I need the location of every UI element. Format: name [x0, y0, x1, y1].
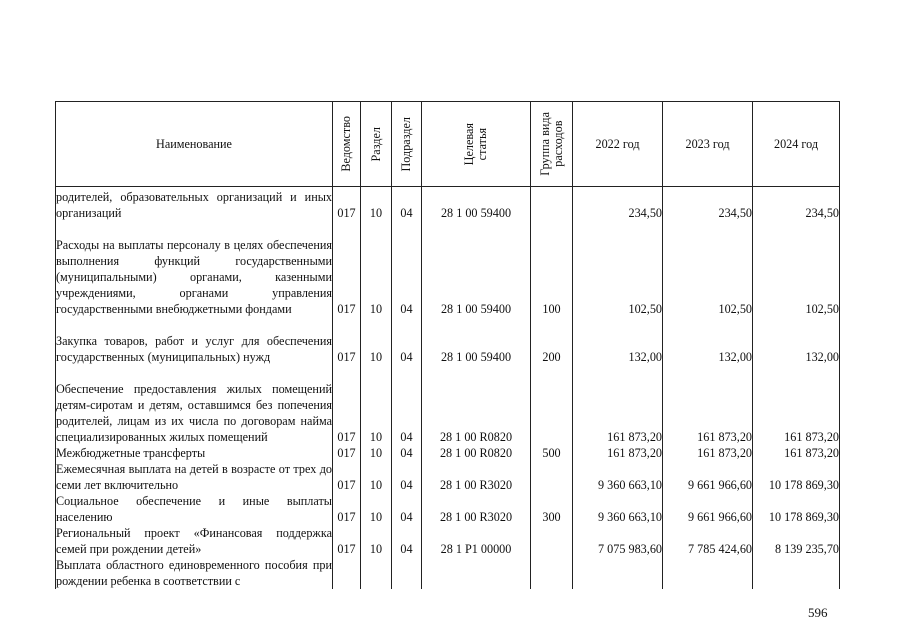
row-name: Межбюджетные трансферты — [56, 445, 333, 461]
row-group — [531, 557, 573, 589]
row-group: 100 — [531, 221, 573, 317]
row-target: 28 1 00 59400 — [422, 187, 531, 221]
row-razdel: 10 — [361, 221, 392, 317]
row-amount-2024: 161 873,20 — [753, 445, 840, 461]
row-name: Выплата областного единовременного пособия при рождении ребенка в соответствии с — [56, 557, 332, 588]
row-podrazdel: 04 — [392, 317, 422, 365]
table-row — [56, 365, 840, 445]
row-name: Ежемесячная выплата на детей в возрасте от трех до семи лет включительно — [56, 461, 332, 492]
table-row — [56, 187, 840, 221]
row-group: 300 — [531, 493, 573, 525]
row-vedomstvo: 017 — [333, 525, 361, 557]
row-amount-2024: 234,50 — [753, 187, 840, 221]
row-amount-2022: 132,00 — [573, 317, 663, 365]
row-podrazdel: 04 — [392, 525, 422, 557]
row-razdel: 10 — [361, 365, 392, 445]
header-vedomstvo: Ведомство — [333, 102, 361, 187]
row-group: 500 — [531, 445, 573, 461]
row-target: 28 1 00 R0820 — [422, 445, 531, 461]
table-row — [56, 221, 840, 317]
row-amount-2023: 102,50 — [663, 221, 753, 317]
row-amount-2023: 9 661 966,60 — [663, 493, 753, 525]
row-vedomstvo: 017 — [333, 365, 361, 445]
row-amount-2023 — [663, 557, 753, 589]
row-amount-2024: 8 139 235,70 — [753, 525, 840, 557]
row-podrazdel: 04 — [392, 365, 422, 445]
header-target: Целевая статья — [422, 102, 531, 187]
row-target: 28 1 00 59400 — [422, 317, 531, 365]
row-amount-2022: 234,50 — [573, 187, 663, 221]
row-group — [531, 461, 573, 493]
row-amount-2022: 9 360 663,10 — [573, 493, 663, 525]
header-2022: 2022 год — [573, 102, 663, 187]
budget-table — [55, 101, 840, 589]
row-vedomstvo: 017 — [333, 317, 361, 365]
header-2024: 2024 год — [753, 102, 840, 187]
table-row — [56, 525, 840, 557]
row-razdel — [361, 557, 392, 589]
row-group — [531, 187, 573, 221]
table-row — [56, 461, 840, 493]
table-row — [56, 493, 840, 525]
row-amount-2022: 161 873,20 — [573, 365, 663, 445]
row-vedomstvo: 017 — [333, 461, 361, 493]
row-amount-2023: 132,00 — [663, 317, 753, 365]
row-razdel: 10 — [361, 461, 392, 493]
row-amount-2023: 7 785 424,60 — [663, 525, 753, 557]
page-number: 596 — [808, 605, 828, 620]
row-razdel: 10 — [361, 445, 392, 461]
row-podrazdel: 04 — [392, 221, 422, 317]
row-amount-2023: 234,50 — [663, 187, 753, 221]
row-target: 28 1 00 R3020 — [422, 461, 531, 493]
row-amount-2022: 161 873,20 — [573, 445, 663, 461]
row-amount-2024: 161 873,20 — [753, 365, 840, 445]
row-name: Обеспечение предоставления жилых помещений детям-сиротам и детям, оставшимся без попечения родителей, лицам из их числа по договорам найма специализированных жилых помещений — [56, 365, 333, 445]
row-razdel: 10 — [361, 525, 392, 557]
row-group — [531, 365, 573, 445]
row-amount-2023: 161 873,20 — [663, 445, 753, 461]
header-podrazdel: Подраздел — [392, 102, 422, 187]
header-group: Группа вида расходов — [531, 102, 573, 187]
header-name: Наименование — [56, 102, 333, 187]
row-vedomstvo: 017 — [333, 187, 361, 221]
row-amount-2022: 102,50 — [573, 221, 663, 317]
row-amount-2024: 10 178 869,30 — [753, 493, 840, 525]
row-group: 200 — [531, 317, 573, 365]
table-header — [56, 102, 840, 187]
row-amount-2023: 161 873,20 — [663, 365, 753, 445]
row-amount-2023: 9 661 966,60 — [663, 461, 753, 493]
header-2023: 2023 год — [663, 102, 753, 187]
table-row — [56, 317, 840, 365]
row-razdel: 10 — [361, 187, 392, 221]
row-razdel: 10 — [361, 317, 392, 365]
row-amount-2024: 102,50 — [753, 221, 840, 317]
row-name: родителей, образовательных организаций и иных организаций — [56, 187, 333, 221]
row-podrazdel: 04 — [392, 493, 422, 525]
row-amount-2024: 10 178 869,30 — [753, 461, 840, 493]
row-target: 28 1 00 R0820 — [422, 365, 531, 445]
row-vedomstvo: 017 — [333, 445, 361, 461]
row-name: Социальное обеспечение и иные выплаты населению — [56, 493, 332, 524]
row-amount-2022 — [573, 557, 663, 589]
row-target: 28 1 00 R3020 — [422, 493, 531, 525]
row-target: 28 1 00 59400 — [422, 221, 531, 317]
row-podrazdel: 04 — [392, 445, 422, 461]
row-amount-2022: 7 075 983,60 — [573, 525, 663, 557]
table-body — [56, 187, 840, 589]
row-name: Закупка товаров, работ и услуг для обеспечения государственных (муниципальных) нужд — [56, 317, 333, 365]
row-name: Региональный проект «Финансовая поддержка семей при рождении детей» — [56, 525, 332, 556]
row-vedomstvo: 017 — [333, 493, 361, 525]
row-target — [422, 557, 531, 589]
row-vedomstvo — [333, 557, 361, 589]
row-name: Расходы на выплаты персоналу в целях обеспечения выполнения функций государственными (муниципальными) органами, казенными учреждениями, органами управления государственными внебюджетными фондами — [56, 221, 333, 317]
header-razdel: Раздел — [361, 102, 392, 187]
row-group — [531, 525, 573, 557]
row-amount-2022: 9 360 663,10 — [573, 461, 663, 493]
row-podrazdel: 04 — [392, 461, 422, 493]
row-podrazdel: 04 — [392, 187, 422, 221]
row-amount-2024 — [753, 557, 840, 589]
row-razdel: 10 — [361, 493, 392, 525]
row-target: 28 1 P1 00000 — [422, 525, 531, 557]
table-row — [56, 445, 840, 461]
table-row — [56, 557, 840, 589]
row-podrazdel — [392, 557, 422, 589]
row-amount-2024: 132,00 — [753, 317, 840, 365]
row-vedomstvo: 017 — [333, 221, 361, 317]
